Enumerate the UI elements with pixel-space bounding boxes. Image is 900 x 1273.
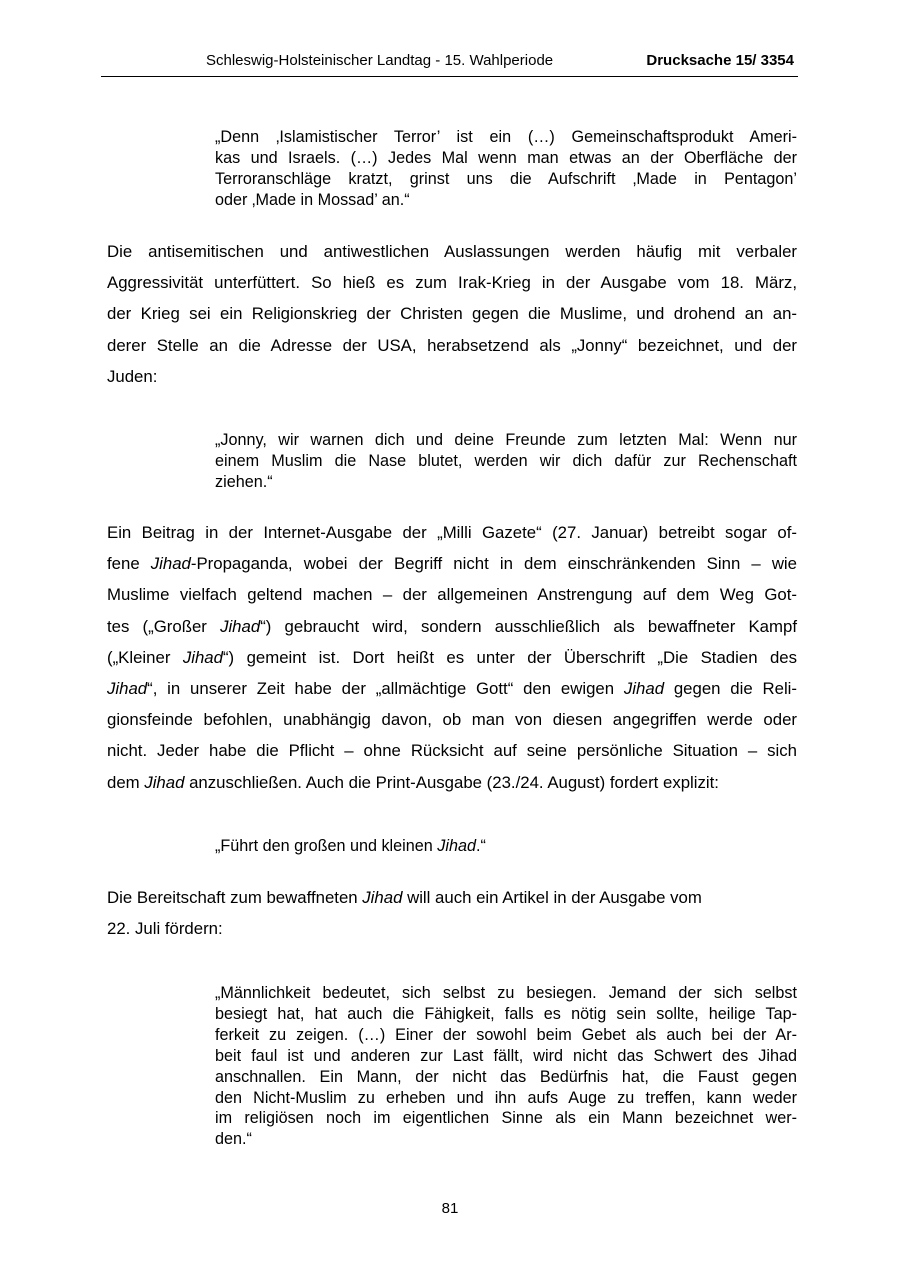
quote-line: „Männlichkeit bedeutet, sich selbst zu besiegen. Jemand der sich selbst bbox=[215, 984, 797, 1002]
paragraph-bereitschaft bbox=[107, 882, 797, 944]
quote-line: Terroranschläge kratzt, grinst uns die Aufschrift ‚Made in Pentagon’ bbox=[215, 169, 797, 188]
page-header bbox=[101, 52, 798, 77]
emphasis-term: Jihad bbox=[182, 647, 223, 667]
emphasis-term: Jihad bbox=[150, 554, 191, 574]
blockquote-jihad-call bbox=[215, 836, 797, 857]
quote-line: „Führt den großen und kleinen Jihad.“ bbox=[215, 837, 486, 855]
blockquote-terror bbox=[215, 127, 797, 211]
page-number: 81 bbox=[441, 1200, 459, 1217]
paragraph-line: 22. Juli fördern: bbox=[107, 919, 223, 939]
paragraph-antisemitic bbox=[107, 236, 797, 392]
paragraph-line: gionsfeinde befohlen, unabhängig davon, ob man von diesen angegriffen werde oder bbox=[107, 710, 797, 730]
emphasis-term: Jihad bbox=[107, 679, 148, 699]
paragraph-milli-gazete bbox=[107, 517, 797, 798]
quote-line: anschnallen. Ein Mann, der nicht das Bedürfnis hat, die Faust gegen bbox=[215, 1067, 797, 1086]
paragraph-line: Jihad“, in unserer Zeit habe der „allmächtige Gott“ den ewigen Jihad gegen die Reli- bbox=[107, 679, 798, 699]
paragraph-line: Ein Beitrag in der Internet-Ausgabe der „Milli Gazete“ (27. Januar) betreibt sogar of- bbox=[107, 523, 797, 542]
quote-line: kas und Israels. (…) Jedes Mal wenn man etwas an der Oberfläche der bbox=[215, 148, 797, 167]
paragraph-line: nicht. Jeder habe die Pflicht – ohne Rücksicht auf seine persönliche Situation – sich bbox=[107, 741, 797, 761]
quote-line: oder ‚Made in Mossad’ an.“ bbox=[215, 190, 410, 209]
quote-line: ferkeit zu zeigen. (…) Einer der sowohl beim Gebet als auch bei der Ar- bbox=[215, 1025, 797, 1044]
paragraph-line: Die Bereitschaft zum bewaffneten Jihad will auch ein Artikel in der Ausgabe vom bbox=[107, 888, 702, 907]
paragraph-line: Die antisemitischen und antiwestlichen Auslassungen werden häufig mit verbaler bbox=[107, 242, 797, 261]
paragraph-line: Juden: bbox=[107, 366, 158, 386]
paragraph-line: der Krieg sei ein Religionskrieg der Christen gegen die Muslime, und drohend an an- bbox=[107, 304, 797, 324]
emphasis-term: Jihad bbox=[437, 837, 476, 855]
paragraph-line: Muslime vielfach geltend machen – der allgemeinen Anstrengung auf dem Weg Got- bbox=[107, 585, 797, 605]
emphasis-term: Jihad bbox=[623, 679, 665, 699]
blockquote-jonny bbox=[215, 430, 797, 493]
quote-line: den.“ bbox=[215, 1130, 252, 1149]
quote-line: im religiösen noch im eigentlichen Sinne als ein Mann bezeichnet wer- bbox=[215, 1109, 797, 1128]
blockquote-maennlichkeit bbox=[215, 983, 797, 1150]
paragraph-line: dem Jihad anzuschließen. Auch die Print-Ausgabe (23./24. August) fordert explizit: bbox=[107, 772, 719, 792]
header-document-number: Drucksache 15/ 3354 bbox=[646, 52, 794, 69]
paragraph-line: Aggressivität unterfüttert. So hieß es zum Irak-Krieg in der Ausgabe vom 18. März, bbox=[107, 273, 797, 293]
paragraph-line: fene Jihad-Propaganda, wobei der Begriff nicht in dem einschränkenden Sinn – wie bbox=[107, 554, 797, 574]
quote-line: besiegt hat, hat auch die Fähigkeit, falls es nötig sein sollte, heilige Tap- bbox=[215, 1004, 797, 1023]
header-title: Schleswig-Holsteinischer Landtag - 15. Wahlperiode bbox=[206, 52, 554, 69]
quote-line: den Nicht-Muslim zu erheben und ihn aufs Auge zu treffen, kann weder bbox=[215, 1088, 797, 1107]
emphasis-term: Jihad bbox=[144, 772, 185, 792]
quote-line: ziehen.“ bbox=[215, 472, 273, 491]
quote-line: einem Muslim die Nase blutet, werden wir dich dafür zur Rechenschaft bbox=[215, 451, 797, 470]
paragraph-line: („Kleiner Jihad“) gemeint ist. Dort heißt es unter der Überschrift „Die Stadien des bbox=[107, 647, 798, 667]
paragraph-line: tes („Großer Jihad“) gebraucht wird, sondern ausschließlich als bewaffneter Kampf bbox=[107, 616, 797, 636]
emphasis-term: Jihad bbox=[220, 616, 261, 636]
emphasis-term: Jihad bbox=[362, 888, 403, 907]
quote-line: „Denn ‚Islamistischer Terror’ ist ein (…) Gemeinschaftsprodukt Ameri- bbox=[215, 128, 797, 146]
paragraph-line: derer Stelle an die Adresse der USA, herabsetzend als „Jonny“ bezeichnet, und der bbox=[107, 335, 797, 355]
quote-line: beit faul ist und anderen zur Last fällt, wird nicht das Schwert des Jihad bbox=[215, 1046, 797, 1065]
quote-line: „Jonny, wir warnen dich und deine Freunde zum letzten Mal: Wenn nur bbox=[215, 431, 797, 449]
